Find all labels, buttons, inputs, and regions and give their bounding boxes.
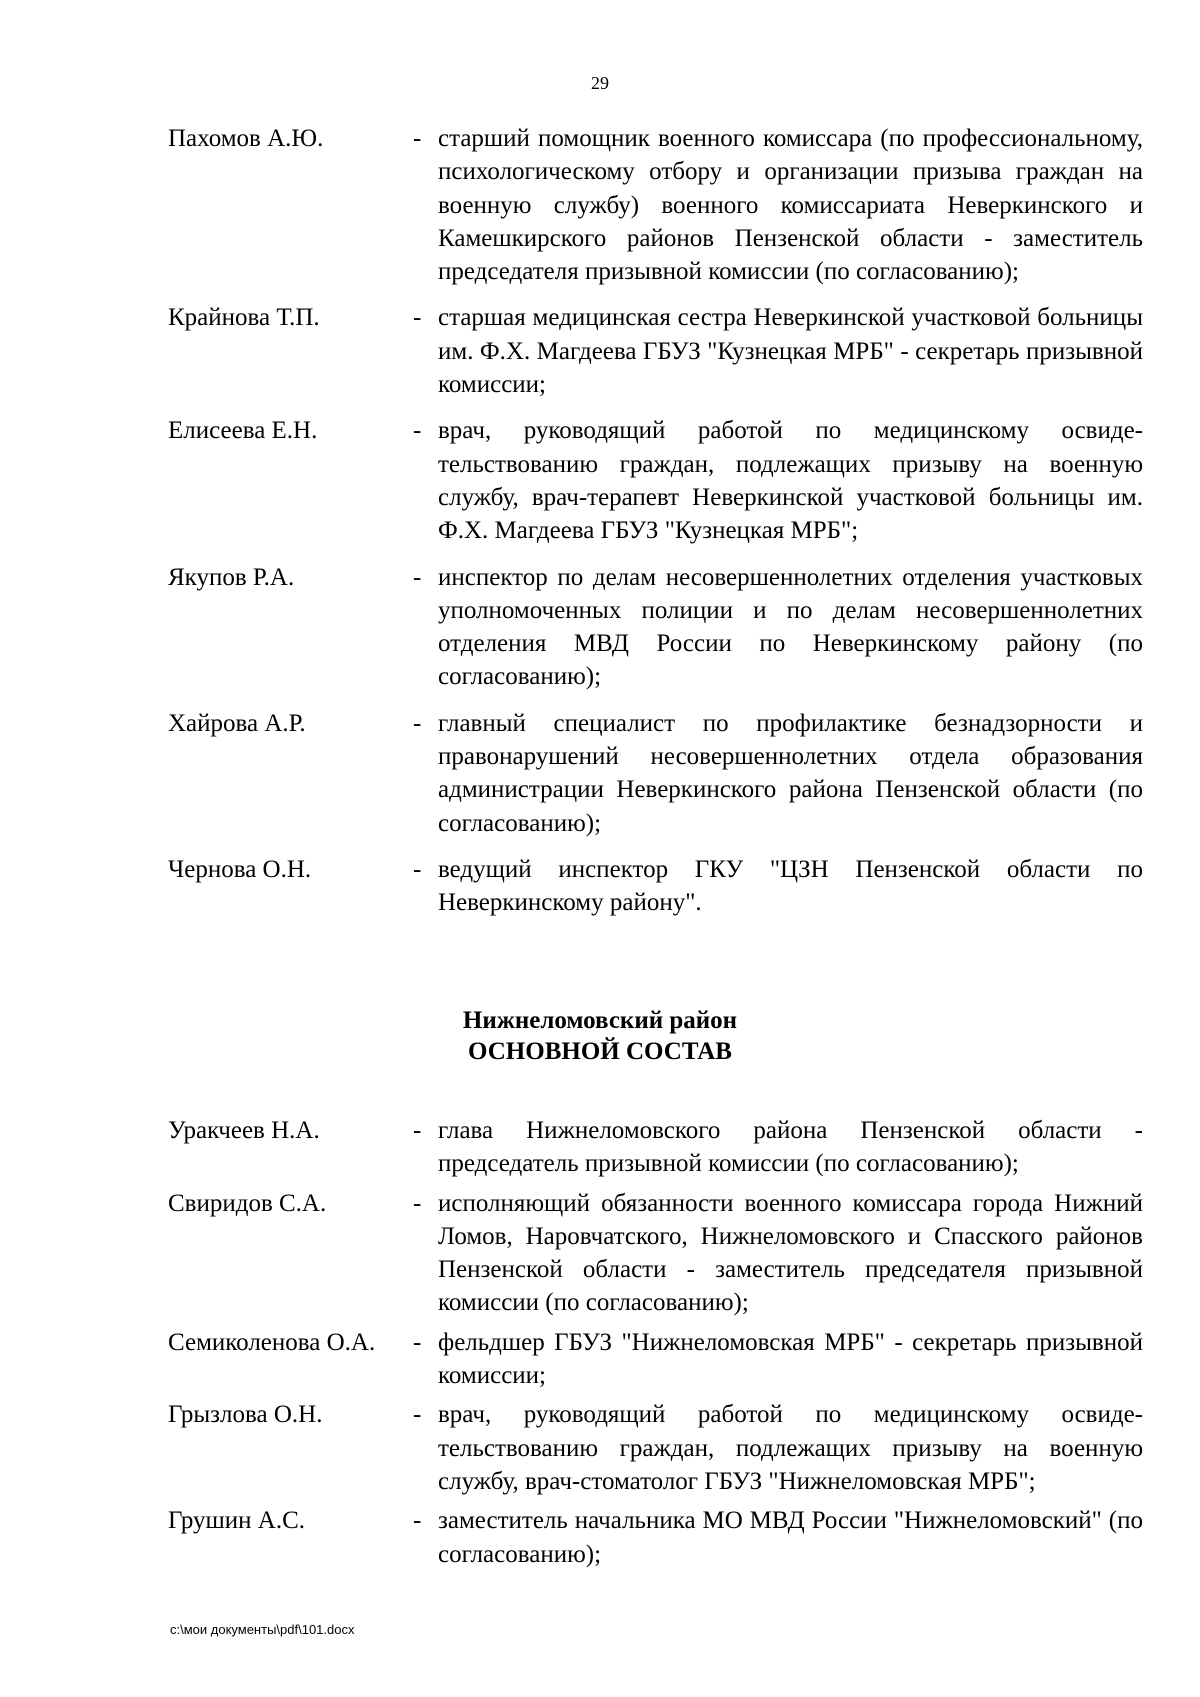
member-position: заместитель начальника МО МВД России "Нижнеломовский" (по согласованию); [438,1507,1143,1568]
dash-separator: - [413,1117,422,1144]
member-name: Хайрова А.Р. [168,709,306,737]
member-position: ведущий инспектор ГКУ "ЦЗН Пензенской области по Неверкинскому району". [438,855,1143,917]
member-name: Грызлова О.Н. [168,1401,323,1429]
page-number: 29 [591,73,609,93]
file-path-footer: c:\мои документы\pdf\101.docx [170,1622,355,1637]
member-name: Свиридов С.А. [168,1189,327,1217]
dash-separator: - [413,855,422,883]
list-item [168,1187,1143,1320]
member-list-neverkinsky [168,122,1143,920]
dash-separator: - [413,1328,422,1356]
list-item [168,122,1143,288]
dash-separator: - [413,417,422,445]
member-name: Грушин А.С. [168,1507,306,1535]
section-heading [0,1005,1200,1067]
dash-separator: - [413,304,422,332]
composition-title: ОСНОВНОЙ СОСТАВ [468,1038,732,1065]
district-title: Нижнеломовский район [462,1007,738,1034]
list-item [168,853,1143,920]
list-item [168,1326,1143,1393]
member-name: Пахомов А.Ю. [168,125,324,152]
list-item [168,1398,1143,1498]
member-position: инспектор по делам несовершеннолетних отделения участковых уполномоченных полиции и по делам несовершеннолетних отделения МВД России по Неверкинскому району (по согласованию); [438,563,1143,691]
member-position: старшая медицинская сестра Неверкинской участковой больницы им. Ф.Х. Магдеева ГБУЗ "Кузнецкая МРБ" - секретарь призывной комиссии; [438,304,1143,399]
dash-separator: - [413,1189,422,1217]
list-item [168,707,1143,840]
list-item [168,301,1143,401]
dash-separator: - [413,563,422,591]
list-item [168,1114,1143,1181]
member-position: врач, руководящий работой по медицинскому освидетельствованию граждан, подлежащих призыву на военную службу, врач-терапевт Неверкинской участковой больницы им. Ф.Х. Магдеева ГБУЗ "Кузнецкая МРБ"; [438,417,1143,545]
member-position: главный специалист по профилактике безнадзорности и правонарушений несовершеннолетних отдела образования администрации Неверкинского района Пензенской области (по согласованию); [438,709,1143,837]
list-item [168,1504,1143,1571]
member-name: Семиколенова О.А. [168,1328,376,1356]
list-item [168,414,1143,547]
dash-separator: - [413,1401,422,1429]
dash-separator: - [413,125,422,152]
member-position: исполняющий обязанности военного комиссара города Нижний Ломов, Наровчатского, Нижнеломовского и Спасского районов Пензенской области - заместитель председателя призывной комиссии (по согласованию); [438,1189,1143,1317]
member-name: Елисеева Е.Н. [168,417,318,445]
member-name: Якупов Р.А. [168,563,295,591]
member-name: Крайнова Т.П. [168,304,320,332]
dash-separator: - [413,709,422,737]
member-position: старший помощник военного комиссара (по профессиональному, психологическому отбору и организации призыва граждан на военную службу) военного комиссариата Неверкинского и Камешкирского районов Пензенской области - заместитель председателя призывной комиссии (по согласованию); [438,125,1143,286]
member-position: глава Нижнеломовского района Пензенской области - председатель призывной комиссии (по согласованию); [438,1117,1143,1178]
member-list-nizhnelomovsky [168,1114,1143,1571]
member-position: фельдшер ГБУЗ "Нижнеломовская МРБ" - секретарь призывной комиссии; [438,1328,1143,1390]
member-name: Чернова О.Н. [168,855,312,883]
dash-separator: - [413,1507,422,1535]
list-item [168,561,1143,694]
member-name: Уракчеев Н.А. [168,1117,320,1144]
member-position: врач, руководящий работой по медицинскому освидетельствованию граждан, подлежащих призыву на военную службу, врач-стоматолог ГБУЗ "Нижнеломовская МРБ"; [438,1401,1143,1495]
